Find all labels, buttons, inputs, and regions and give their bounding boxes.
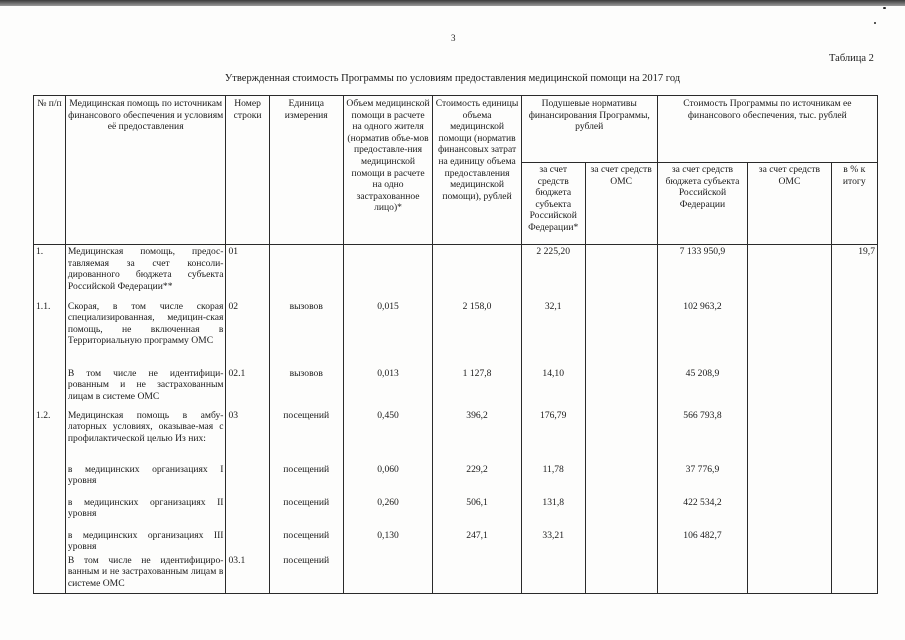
- row-number: 1.1.: [34, 300, 66, 367]
- row-total-percent: [831, 496, 877, 529]
- row-unit: вызовов: [269, 367, 343, 409]
- row-code: [226, 529, 269, 554]
- header-care: Медицинская помощь по источникам финансового обеспечения и условиям её предоставления: [65, 96, 226, 245]
- row-total-percent: [831, 367, 877, 409]
- header-volume: Объем медицинской помощи в расчете на одного жителя (норматив объе-мов предоставле-ния медицинской помощи в расчете на одно застрахованное лицо)*: [343, 96, 433, 245]
- row-name: В том числе не идентифици-рованным и не застрахованным лицам в системе ОМС: [65, 367, 226, 409]
- row-per-capita-oms: [585, 496, 657, 529]
- header-total-oms: за счет средств ОМС: [748, 163, 831, 245]
- row-total-budget: 7 133 950,9: [657, 245, 748, 300]
- row-total-oms: [748, 496, 831, 529]
- row-unit: вызовов: [269, 300, 343, 367]
- row-volume: 0,450: [343, 409, 433, 463]
- row-number: 1.: [34, 245, 66, 300]
- row-total-budget: 102 963,2: [657, 300, 748, 367]
- row-per-capita-oms: [585, 300, 657, 367]
- row-total-budget: 37 776,9: [657, 463, 748, 496]
- row-total-percent: [831, 409, 877, 463]
- row-total-budget: [657, 554, 748, 594]
- row-number: [34, 554, 66, 594]
- row-name: в медицинских организациях III уровня: [65, 529, 226, 554]
- row-total-oms: [748, 409, 831, 463]
- row-unit: посещений: [269, 463, 343, 496]
- table-row: [34, 529, 878, 554]
- row-total-oms: [748, 463, 831, 496]
- row-per-capita-oms: [585, 529, 657, 554]
- scan-speck: [883, 7, 886, 9]
- row-total-oms: [748, 529, 831, 554]
- row-unit-cost: [433, 554, 522, 594]
- cost-table: [33, 95, 878, 594]
- header-row-number: Номер строки: [226, 96, 269, 245]
- header-total-percent: в % к итогу: [831, 163, 877, 245]
- row-name: В том числе не идентифициро-ванным и не застрахованным лицам в системе ОМС: [65, 554, 226, 594]
- row-per-capita-budget: 131,8: [521, 496, 585, 529]
- row-per-capita-oms: [585, 554, 657, 594]
- row-unit-cost: 396,2: [433, 409, 522, 463]
- row-unit: посещений: [269, 554, 343, 594]
- row-code: 02.1: [226, 367, 269, 409]
- row-code: 03: [226, 409, 269, 463]
- row-unit-cost: 247,1: [433, 529, 522, 554]
- row-per-capita-budget: [521, 554, 585, 594]
- row-per-capita-oms: [585, 463, 657, 496]
- row-total-oms: [748, 245, 831, 300]
- row-per-capita-oms: [585, 245, 657, 300]
- page-number: 3: [451, 33, 456, 43]
- row-per-capita-budget: 33,21: [521, 529, 585, 554]
- row-per-capita-budget: 11,78: [521, 463, 585, 496]
- header-per-capita-budget: за счет средств бюджета субъекта Российской Федерации*: [521, 163, 585, 245]
- row-name: Скорая, в том числе скорая специализированная, медицин-ская помощь, не включенная в Территориальную программу ОМС: [65, 300, 226, 367]
- row-unit: посещений: [269, 496, 343, 529]
- row-code: 03.1: [226, 554, 269, 594]
- row-unit-cost: 2 158,0: [433, 300, 522, 367]
- row-volume: 0,260: [343, 496, 433, 529]
- header-total-cost: Стоимость Программы по источникам ее финансового обеспечения, тыс. рублей: [657, 96, 877, 163]
- table-row: [34, 245, 878, 300]
- row-code: [226, 496, 269, 529]
- row-total-budget: 422 534,2: [657, 496, 748, 529]
- scan-speck: [874, 22, 876, 24]
- row-total-oms: [748, 367, 831, 409]
- header-per-capita: Подушевые нормативы финансирования Программы, рублей: [521, 96, 657, 163]
- row-number: [34, 496, 66, 529]
- row-total-budget: 106 482,7: [657, 529, 748, 554]
- row-name: Медицинская помощь в амбу-латорных условиях, оказывае-мая с профилактической целью Из них:: [65, 409, 226, 463]
- row-per-capita-oms: [585, 409, 657, 463]
- row-volume: [343, 245, 433, 300]
- row-name: в медицинских организациях I уровня: [65, 463, 226, 496]
- row-code: [226, 463, 269, 496]
- row-number: 1.2.: [34, 409, 66, 463]
- header-unit-cost: Стоимость единицы объема медицинской помощи (норматив финансовых затрат на единицу объема предоставления медицинской помощи), рублей: [433, 96, 522, 245]
- row-total-percent: [831, 554, 877, 594]
- header-per-capita-oms: за счет средств ОМС: [585, 163, 657, 245]
- row-per-capita-budget: 32,1: [521, 300, 585, 367]
- row-total-percent: [831, 463, 877, 496]
- table-row: [34, 496, 878, 529]
- row-volume: 0,060: [343, 463, 433, 496]
- row-unit-cost: 506,1: [433, 496, 522, 529]
- row-per-capita-budget: 2 225,20: [521, 245, 585, 300]
- row-volume: 0,130: [343, 529, 433, 554]
- row-unit-cost: 1 127,8: [433, 367, 522, 409]
- row-name: в медицинских организациях II уровня: [65, 496, 226, 529]
- table-row: [34, 409, 878, 463]
- row-unit: [269, 245, 343, 300]
- row-total-budget: 45 208,9: [657, 367, 748, 409]
- row-volume: 0,013: [343, 367, 433, 409]
- row-per-capita-oms: [585, 367, 657, 409]
- table-row: [34, 554, 878, 594]
- row-total-budget: 566 793,8: [657, 409, 748, 463]
- row-number: [34, 367, 66, 409]
- table-row: [34, 367, 878, 409]
- row-per-capita-budget: 14,10: [521, 367, 585, 409]
- header-total-budget: за счет средств бюджета субъекта Российской Федерации: [657, 163, 748, 245]
- row-total-percent: [831, 300, 877, 367]
- row-volume: [343, 554, 433, 594]
- row-code: 02: [226, 300, 269, 367]
- row-unit: посещений: [269, 409, 343, 463]
- row-unit-cost: [433, 245, 522, 300]
- header-unit: Единица измерения: [269, 96, 343, 245]
- row-total-oms: [748, 554, 831, 594]
- row-code: 01: [226, 245, 269, 300]
- row-total-oms: [748, 300, 831, 367]
- table-row: [34, 463, 878, 496]
- row-number: [34, 529, 66, 554]
- row-total-percent: [831, 529, 877, 554]
- row-volume: 0,015: [343, 300, 433, 367]
- table-row: [34, 300, 878, 367]
- row-name: Медицинская помощь, предос-тавляемая за счет консоли-дированного бюджета субъекта Российской Федерации**: [65, 245, 226, 300]
- table-label: Таблица 2: [829, 53, 874, 64]
- row-unit-cost: 229,2: [433, 463, 522, 496]
- scan-edge: [0, 0, 905, 6]
- header-num: № п/п: [34, 96, 66, 245]
- row-per-capita-budget: 176,79: [521, 409, 585, 463]
- row-unit: посещений: [269, 529, 343, 554]
- document-title: Утвержденная стоимость Программы по условиям предоставления медицинской помощи на 2017 год: [224, 73, 681, 84]
- row-number: [34, 463, 66, 496]
- row-total-percent: 19,7: [831, 245, 877, 300]
